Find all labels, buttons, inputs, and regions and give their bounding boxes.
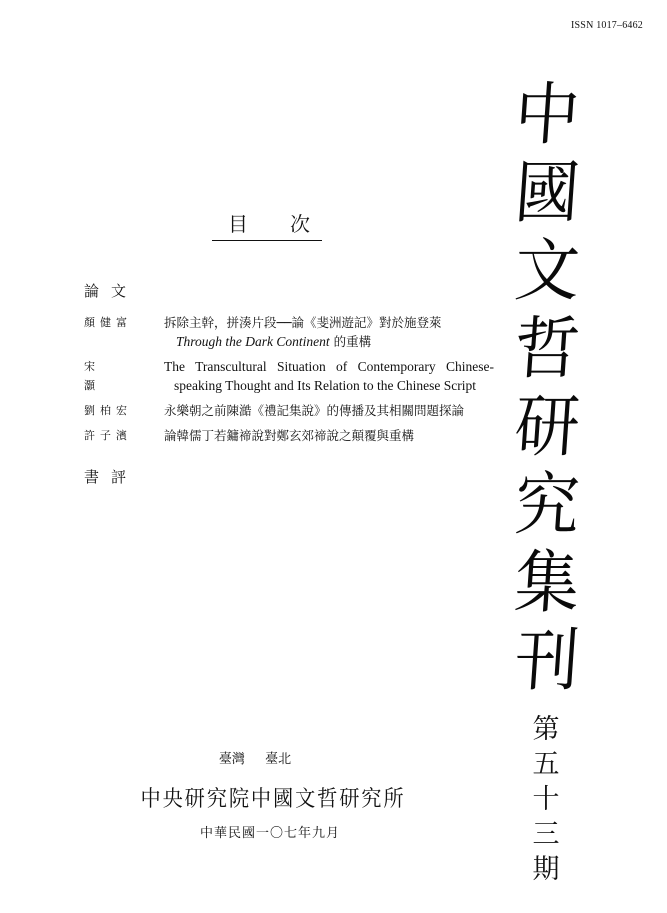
entry-title-line1: 拆除主幹，拼湊片段──論《斐洲遊記》對於施登萊 bbox=[164, 315, 442, 330]
section-label-reviews: 書評 bbox=[84, 468, 139, 486]
journal-title-vertical bbox=[506, 78, 588, 702]
journal-title-char: 哲 bbox=[512, 310, 583, 389]
toc-heading-left: 目 bbox=[228, 212, 248, 236]
issue-char: 五 bbox=[532, 749, 560, 780]
issue-number-vertical bbox=[530, 712, 562, 887]
publisher-name: 中央研究院中國文哲研究所 bbox=[140, 787, 406, 812]
entry-title-line2 bbox=[176, 332, 371, 351]
journal-title-char: 刊 bbox=[512, 622, 583, 701]
issue-char: 第 bbox=[532, 714, 560, 745]
issue-char: 三 bbox=[532, 819, 560, 850]
journal-title-char: 集 bbox=[512, 544, 583, 623]
publication-date: 中華民國一〇七年九月 bbox=[199, 826, 340, 841]
entry-author: 許子濱 bbox=[84, 429, 132, 442]
section-label-articles: 論文 bbox=[84, 282, 139, 300]
entry-title-line2: speaking Thought and Its Relation to the Chinese Script bbox=[174, 378, 476, 393]
entry-title-line1-text: The Transcultural Situation of Contemporary Chinese- bbox=[164, 359, 494, 374]
entry-author: 顏健富 bbox=[84, 316, 132, 329]
toc-heading bbox=[212, 208, 322, 241]
journal-title-char: 中 bbox=[512, 76, 583, 155]
journal-title-char: 國 bbox=[512, 154, 583, 233]
entry-title-line1 bbox=[164, 357, 494, 376]
place-taiwan: 臺灣 bbox=[218, 752, 245, 767]
entry-title-line1: 永樂朝之前陳澔《禮記集說》的傳播及其相關問題探論 bbox=[164, 403, 465, 418]
entry-title-italic: Through the Dark Continent bbox=[176, 334, 330, 349]
journal-title-char: 研 bbox=[512, 388, 583, 467]
entry-author: 劉柏宏 bbox=[84, 404, 132, 417]
place-taipei: 臺北 bbox=[265, 752, 292, 767]
journal-title-char: 究 bbox=[512, 466, 583, 545]
journal-title-char: 文 bbox=[512, 232, 583, 311]
entry-title-line1: 論韓儒丁若鏞禘說對鄭玄郊禘說之顛覆與重構 bbox=[164, 428, 415, 443]
issue-char: 十 bbox=[532, 784, 560, 815]
issue-char: 期 bbox=[532, 854, 560, 885]
entry-title-tail: 的重構 bbox=[329, 334, 372, 349]
publication-place bbox=[0, 748, 510, 767]
toc-heading-right: 次 bbox=[290, 212, 310, 236]
entry-author: 宋灝 bbox=[84, 360, 125, 392]
issn-number: ISSN 1017–6462 bbox=[571, 20, 643, 31]
